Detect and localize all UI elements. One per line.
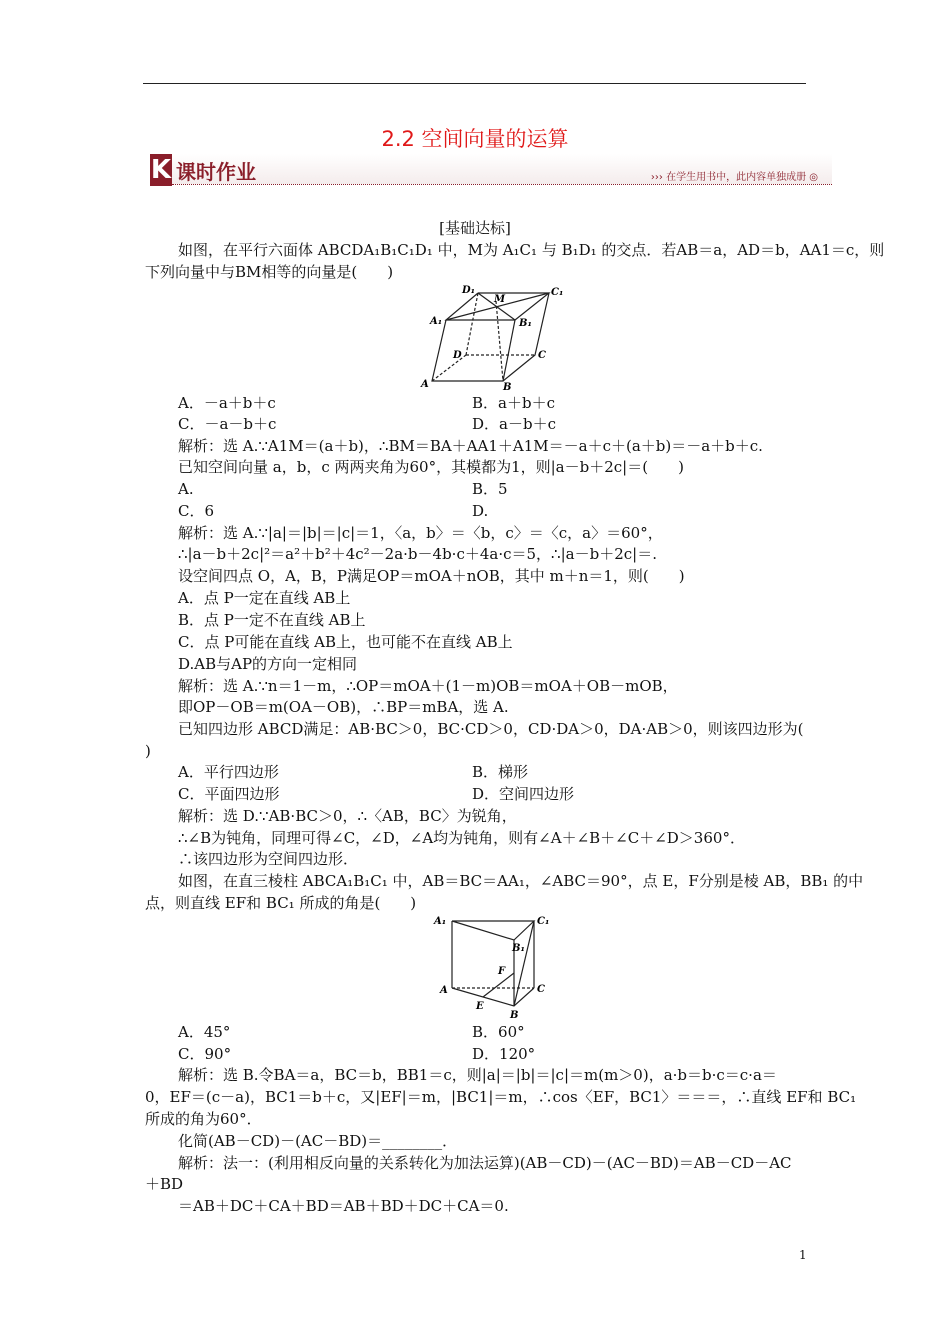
label-A: A [440,985,448,996]
option-b: B．5 [472,480,508,498]
solution-3-cont: 即OP－OB＝m(OA－OB)，∴BP＝mBA，选 A. [178,698,509,716]
option-d: D．120° [472,1045,536,1063]
solution-1: 解析：选 A.∵A1M＝(a＋b)，∴BM＝BA＋AA1＋A1M＝－a＋c＋(a＋b)＝－a＋b＋c. [178,437,763,455]
question-4-cont: ) [145,742,151,760]
banner-dotted-line [172,184,832,185]
solution-4: 解析：选 D.∵AB·BC＞0，∴〈AB，BC〉为锐角， [178,807,517,825]
option-d: D.AB与AP的方向一定相同 [178,655,358,673]
question-1-cont: 下列向量中与BM相等的向量是( ) [145,263,394,281]
question-6: 化简(AB－CD)－(AC－BD)＝________． [178,1132,458,1150]
header-rule [143,83,806,84]
option-c: C．点 P可能在直线 AB上，也可能不在直线 AB上 [178,633,513,651]
homework-banner [146,152,832,188]
option-a: A．平行四边形 [178,763,279,781]
label-D: D [453,350,462,361]
question-3: 设空间四点 O，A，B，P满足OP＝mOA＋nOB，其中 m＋n＝1，则( ) [178,567,685,585]
solution-4-end: ∴该四边形为空间四边形． [178,850,359,868]
option-d: D．空间四边形 [472,785,575,803]
label-A: A [421,379,429,390]
page-title: 2.2 空间向量的运算 [381,127,569,151]
label-D1: D₁ [462,285,476,296]
solution-2-cont: ∴|a－b＋2c|²＝a²＋b²＋4c²－2a·b－4b·c＋4a·c＝5，∴|a－b＋2c|＝. [178,545,657,563]
label-E: E [476,1001,484,1012]
figure-prism [430,912,560,1022]
option-c: C．6 [178,502,215,520]
question-1: 如图，在平行六面体 ABCDA₁B₁C₁D₁ 中，M为 A₁C₁ 与 B₁D₁ 的交点．若AB＝a，AD＝b，AA1＝c，则 [178,241,885,259]
option-a: A．点 P一定在直线 AB上 [178,589,351,607]
option-d: D. [472,502,489,520]
question-5-cont: 点，则直线 EF和 BC₁ 所成的角是( ) [145,894,417,912]
label-B1: B₁ [512,943,525,954]
solution-3: 解析：选 A.∵n＝1－m，∴OP＝mOA＋(1－m)OB＝mOA＋OB－mOB， [178,677,678,695]
label-C: C [538,350,546,361]
label-B: B [503,382,512,393]
solution-2: 解析：选 A.∵|a|＝|b|＝|c|＝1，〈a，b〉＝〈b，c〉＝〈c，a〉＝60°， [178,524,663,542]
option-d: D．a－b＋c [472,415,556,433]
solution-6: 解析：法一：(利用相反向量的关系转化为加法运算)(AB－CD)－(AC－BD)＝AB－CD－AC [178,1154,792,1172]
option-a: A. [178,480,194,498]
banner-title: 课时作业 [176,160,256,184]
option-a: A．－a＋b＋c [178,394,276,412]
solution-5: 解析：选 B.令BA＝a，BC＝b，BB1＝c，则|a|＝|b|＝|c|＝m(m＞0)，a·b＝b·c＝c·a＝ [178,1066,777,1084]
label-B1: B₁ [519,318,532,329]
figure-parallelepiped [410,280,580,395]
page-number: 1 [799,1248,807,1262]
option-b: B．点 P一定不在直线 AB上 [178,611,366,629]
solution-5-cont: 0，EF＝(c－a)，BC1＝b＋c，又|EF|＝m，|BC1|＝m，∴cos〈EF，BC1〉＝＝＝，∴直线 EF和 BC₁ [145,1088,857,1106]
option-c: C．－a－b＋c [178,415,277,433]
question-2: 已知空间向量 a，b，c 两两夹角为60°，其模都为1，则|a－b＋2c|＝( ) [178,458,684,476]
option-b: B．a＋b＋c [472,394,555,412]
question-4: 已知四边形 ABCD满足：AB·BC＞0，BC·CD＞0，CD·DA＞0，DA·AB＞0，则该四边形为( [178,720,804,738]
option-c: C．90° [178,1045,232,1063]
option-c: C．平面四边形 [178,785,280,803]
question-5: 如图，在直三棱柱 ABCA₁B₁C₁ 中，AB＝BC＝AA₁，∠ABC＝90°，点 E，F分别是棱 AB，BB₁ 的中 [178,872,864,890]
label-A1: A₁ [430,316,443,327]
banner-note: ››› 在学生用书中，此内容单独成册 ◎ [650,172,818,183]
label-M: M [494,294,506,305]
label-C1: C₁ [551,287,564,298]
label-A1: A₁ [434,916,447,927]
option-b: B．梯形 [472,763,529,781]
solution-4-cont: ∴∠B为钝角，同理可得∠C，∠D，∠A均为钝角，则有∠A＋∠B＋∠C＋∠D＞360°． [178,829,745,847]
solution-5-end: 所成的角为60°． [145,1110,262,1128]
label-C: C [537,984,545,995]
label-F: F [498,966,506,977]
section-heading: [基础达标] [439,219,511,237]
banner-logo: K [150,155,172,185]
option-b: B．60° [472,1023,525,1041]
label-C1: C₁ [537,916,550,927]
option-a: A．45° [178,1023,231,1041]
label-B: B [510,1010,519,1021]
solution-6-end: ＝AB＋DC＋CA＋BD＝AB＋BD＋DC＋CA＝0. [178,1197,509,1215]
solution-6-cont: ＋BD [145,1175,184,1193]
